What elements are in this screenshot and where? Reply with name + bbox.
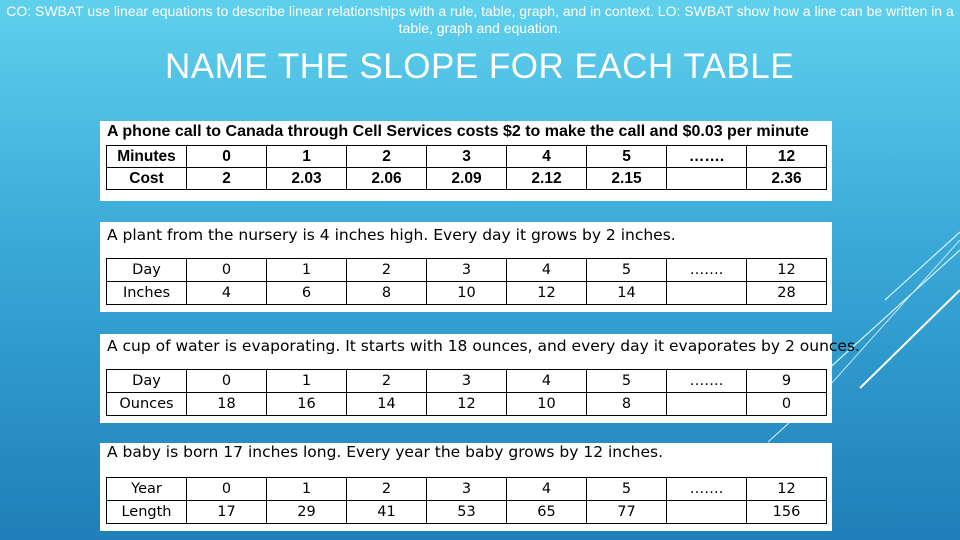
- table-cell: 3: [427, 370, 507, 393]
- table-cell: 2.03: [267, 168, 347, 190]
- table-cell: 0: [187, 370, 267, 393]
- table-cell: 12: [507, 282, 587, 305]
- phone-call-card: [100, 121, 832, 201]
- phone-call-table: [106, 145, 827, 190]
- plant-heading: A plant from the nursery is 4 inches high. Every day it grows by 2 inches.: [107, 226, 676, 244]
- table-cell: 77: [587, 501, 667, 524]
- table-cell: 0: [187, 478, 267, 501]
- table-cell: …….: [667, 146, 747, 168]
- table-cell: 2.15: [587, 168, 667, 190]
- table-cell: 14: [587, 282, 667, 305]
- table-cell: …….: [667, 259, 747, 282]
- table-cell: 8: [587, 393, 667, 416]
- table-cell: Ounces: [107, 393, 187, 416]
- table-cell: 12: [747, 259, 827, 282]
- table-cell: 28: [747, 282, 827, 305]
- table-cell: …….: [667, 478, 747, 501]
- table-cell: 0: [187, 146, 267, 168]
- table-cell: 5: [587, 478, 667, 501]
- table-cell: 2: [347, 259, 427, 282]
- baby-card: [100, 443, 832, 531]
- table-cell: 1: [267, 146, 347, 168]
- water-table: [106, 369, 827, 416]
- table-row: [107, 282, 827, 305]
- table-cell: 0: [187, 259, 267, 282]
- table-cell: 2: [347, 146, 427, 168]
- table-cell: 2.12: [507, 168, 587, 190]
- table-cell: 3: [427, 259, 507, 282]
- table-cell: 0: [747, 393, 827, 416]
- table-cell: 6: [267, 282, 347, 305]
- table-cell: 41: [347, 501, 427, 524]
- table-cell: 2.09: [427, 168, 507, 190]
- table-cell: 1: [267, 478, 347, 501]
- table-cell: 4: [187, 282, 267, 305]
- table-cell: 5: [587, 146, 667, 168]
- table-cell: Minutes: [107, 146, 187, 168]
- table-cell: [667, 501, 747, 524]
- table-cell: Year: [107, 478, 187, 501]
- table-cell: 65: [507, 501, 587, 524]
- table-cell: Cost: [107, 168, 187, 190]
- table-cell: Day: [107, 259, 187, 282]
- table-row: [107, 146, 827, 168]
- table-row: [107, 370, 827, 393]
- table-cell: [667, 393, 747, 416]
- baby-heading: A baby is born 17 inches long. Every year the baby grows by 12 inches.: [107, 443, 664, 461]
- table-cell: 4: [507, 146, 587, 168]
- plant-card: [100, 222, 832, 312]
- table-cell: 4: [507, 478, 587, 501]
- table-cell: 2.36: [747, 168, 827, 190]
- table-cell: 2: [187, 168, 267, 190]
- table-row: [107, 393, 827, 416]
- table-cell: 53: [427, 501, 507, 524]
- table-cell: 14: [347, 393, 427, 416]
- slide-title: NAME THE SLOPE FOR EACH TABLE: [165, 47, 795, 86]
- table-cell: 18: [187, 393, 267, 416]
- water-card: [100, 334, 860, 423]
- table-cell: 5: [587, 259, 667, 282]
- table-cell: 1: [267, 259, 347, 282]
- table-cell: 2: [347, 478, 427, 501]
- table-cell: 3: [427, 478, 507, 501]
- table-cell: [667, 168, 747, 190]
- table-cell: 12: [427, 393, 507, 416]
- table-cell: 16: [267, 393, 347, 416]
- table-cell: 1: [267, 370, 347, 393]
- table-cell: 4: [507, 370, 587, 393]
- table-cell: 12: [747, 478, 827, 501]
- table-cell: 3: [427, 146, 507, 168]
- plant-table: [106, 258, 827, 305]
- table-cell: 8: [347, 282, 427, 305]
- table-cell: 10: [427, 282, 507, 305]
- water-heading: A cup of water is evaporating. It starts with 18 ounces, and every day it evaporates by 2 ounces.: [107, 337, 860, 355]
- table-cell: 156: [747, 501, 827, 524]
- table-row: [107, 478, 827, 501]
- baby-table: [106, 477, 827, 524]
- table-cell: Inches: [107, 282, 187, 305]
- table-row: [107, 501, 827, 524]
- table-cell: 17: [187, 501, 267, 524]
- table-cell: 2: [347, 370, 427, 393]
- table-cell: Length: [107, 501, 187, 524]
- table-cell: 2.06: [347, 168, 427, 190]
- table-cell: 12: [747, 146, 827, 168]
- phone-call-heading: A phone call to Canada through Cell Services costs $2 to make the call and $0.03 per minute: [107, 123, 809, 140]
- table-cell: …….: [667, 370, 747, 393]
- table-cell: [667, 282, 747, 305]
- table-cell: 4: [507, 259, 587, 282]
- objective-text: CO: SWBAT use linear equations to describe linear relationships with a rule, table, graph, and in context. LO: SWBAT show how a line can be written in a table, graph and equation.: [6, 3, 954, 36]
- table-row: [107, 168, 827, 190]
- table-cell: Day: [107, 370, 187, 393]
- table-cell: 10: [507, 393, 587, 416]
- table-row: [107, 259, 827, 282]
- table-cell: 29: [267, 501, 347, 524]
- table-cell: 9: [747, 370, 827, 393]
- table-cell: 5: [587, 370, 667, 393]
